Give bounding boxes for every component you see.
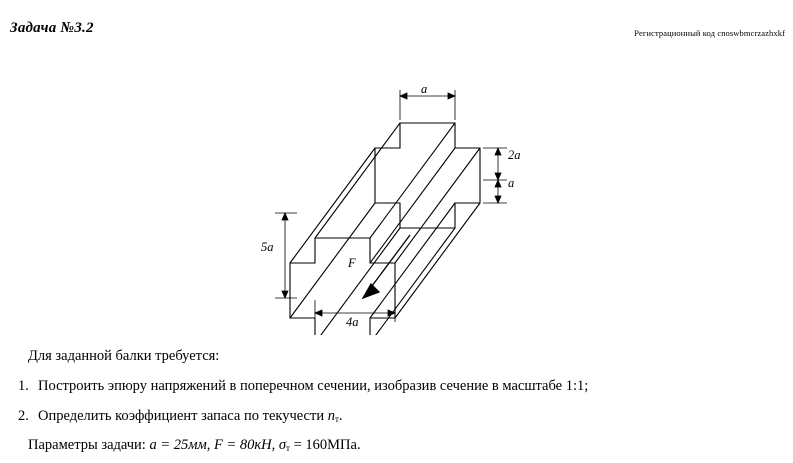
parameters-lead: Параметры задачи:	[28, 437, 150, 453]
dimension-label-top-a: a	[421, 82, 428, 96]
parameter-sigma-value: = 160МПа.	[289, 437, 361, 453]
beam-figure	[255, 70, 555, 335]
parameter-a: a = 25мм,	[149, 437, 214, 453]
parameter-F: F = 80кН,	[213, 437, 279, 453]
intro-text: Для заданной балки требуется:	[28, 348, 220, 364]
beam-diagram-svg	[255, 70, 555, 335]
parameter-sigma: σ	[278, 437, 287, 453]
parameter-sigma-subscript: т	[286, 443, 290, 453]
dimension-label-right-a: a	[508, 176, 515, 190]
list-item-1-number: 1.	[18, 378, 29, 394]
list-item-2-text: Определить коэффициент запаса по текучести	[38, 408, 328, 424]
dimension-label-2a: 2a	[508, 148, 521, 162]
list-item-1-text: Построить эпюру напряжений в поперечном сечении, изобразив сечение в масштабе 1:1;	[38, 378, 589, 394]
page-title: Задача №3.2	[10, 20, 94, 36]
list-item-2	[18, 408, 343, 425]
list-item-2-symbol: n	[327, 408, 335, 424]
parameters-text	[28, 437, 361, 454]
list-item-2-number: 2.	[18, 408, 29, 424]
dimension-label-4a: 4a	[346, 315, 359, 329]
list-item-1	[18, 378, 588, 395]
force-label-F: F	[348, 256, 356, 270]
dimension-label-5a: 5a	[261, 240, 274, 254]
registration-code: Регистрационный код cnoswbmcrzazhxkf	[634, 28, 785, 38]
list-item-2-text-after: .	[338, 408, 343, 424]
list-item-2-symbol-subscript: т	[334, 414, 339, 424]
